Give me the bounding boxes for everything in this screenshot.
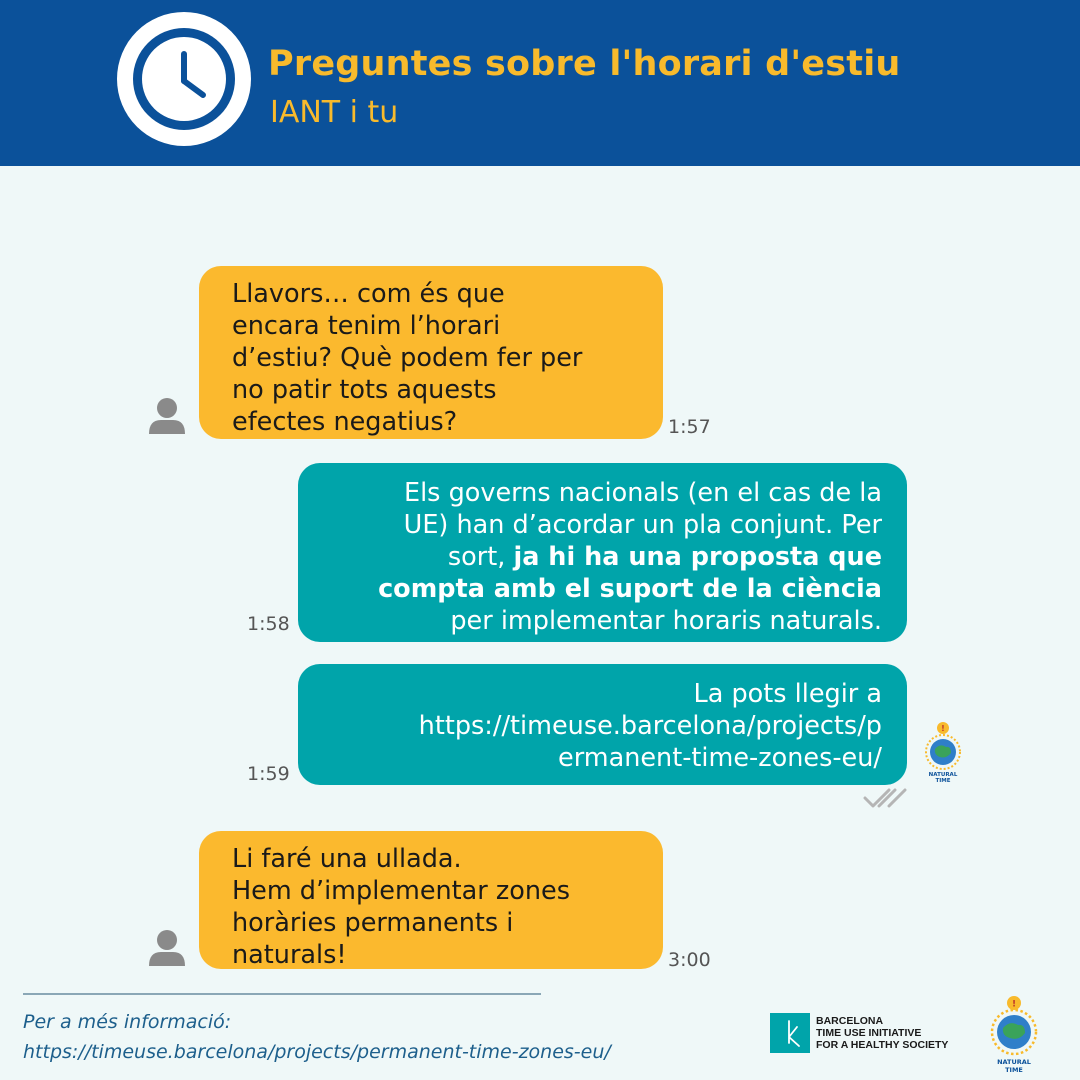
- message-timestamp: 1:59: [247, 763, 290, 785]
- message-bubble-outgoing[interactable]: [298, 463, 907, 642]
- message-text-line: d’estiu? Què podem fer per: [232, 343, 583, 373]
- message-text-plain: sort,: [447, 542, 514, 572]
- user-avatar-icon: [147, 396, 187, 436]
- message-bubble-incoming[interactable]: [199, 831, 663, 969]
- message-text-line: UE) han d’acordar un pla conjunt. Per: [403, 510, 882, 540]
- footer-info-link[interactable]: https://timeuse.barcelona/projects/permanent-time-zones-eu/: [23, 1041, 611, 1063]
- message-text-line: naturals!: [232, 940, 347, 970]
- message-link-text[interactable]: https://timeuse.barcelona/projects/p: [418, 711, 882, 741]
- message-text-line: La pots llegir a: [693, 679, 882, 709]
- iant-logo-text: TIME: [1005, 1066, 1023, 1074]
- message-text-line: [328, 573, 882, 605]
- message-text-line: efectes negatius?: [232, 407, 458, 437]
- btui-logo-text: FOR A HEALTHY SOCIETY: [816, 1039, 949, 1051]
- message-text-line: Llavors… com és que: [232, 279, 505, 309]
- message-timestamp: 3:00: [668, 949, 711, 971]
- message-text-line: [328, 541, 882, 573]
- message-text-bold: compta amb el suport de la ciència: [378, 574, 882, 604]
- iant-logo-text: NATURAL: [997, 1058, 1031, 1066]
- btui-logo-text: BARCELONA: [816, 1015, 884, 1027]
- footer-divider: [23, 993, 541, 995]
- natural-time-logo-text: NATURAL: [928, 772, 958, 778]
- natural-time-logo-text: TIME: [935, 778, 951, 784]
- iant-logo-icon: [983, 990, 1045, 1076]
- page-subtitle: IANT i tu: [270, 95, 399, 130]
- message-bubble-outgoing[interactable]: [298, 664, 907, 785]
- message-link-text[interactable]: ermanent-time-zones-eu/: [558, 743, 882, 773]
- page-title: Preguntes sobre l'horari d'estiu: [268, 44, 901, 84]
- message-text-line: Els governs nacionals (en el cas de la: [403, 478, 882, 508]
- clock-icon: [117, 12, 251, 146]
- user-avatar-icon: [147, 928, 187, 968]
- message-text-line: per implementar horaris naturals.: [450, 606, 882, 636]
- message-text-line: Li faré una ullada.: [232, 844, 462, 874]
- footer-info-label: Per a més informació:: [23, 1011, 232, 1033]
- message-bubble-incoming[interactable]: [199, 266, 663, 439]
- message-text-line: horàries permanents i: [232, 908, 514, 938]
- svg-text:!: !: [941, 724, 945, 733]
- header-banner: [0, 0, 1080, 166]
- message-timestamp: 1:58: [247, 613, 290, 635]
- message-text-line: no patir tots aquests: [232, 375, 497, 405]
- message-text-bold: ja hi ha una proposta que: [513, 542, 882, 572]
- message-text-line: Hem d’implementar zones: [232, 876, 571, 906]
- message-timestamp: 1:57: [668, 416, 711, 438]
- btui-mark-icon: [770, 1013, 810, 1053]
- natural-time-logo-icon: [918, 716, 968, 786]
- message-text-line: encara tenim l’horari: [232, 311, 501, 341]
- read-receipt-icon: [863, 786, 909, 810]
- btui-logo-text: TIME USE INITIATIVE: [816, 1027, 922, 1039]
- svg-text:!: !: [1011, 999, 1017, 1010]
